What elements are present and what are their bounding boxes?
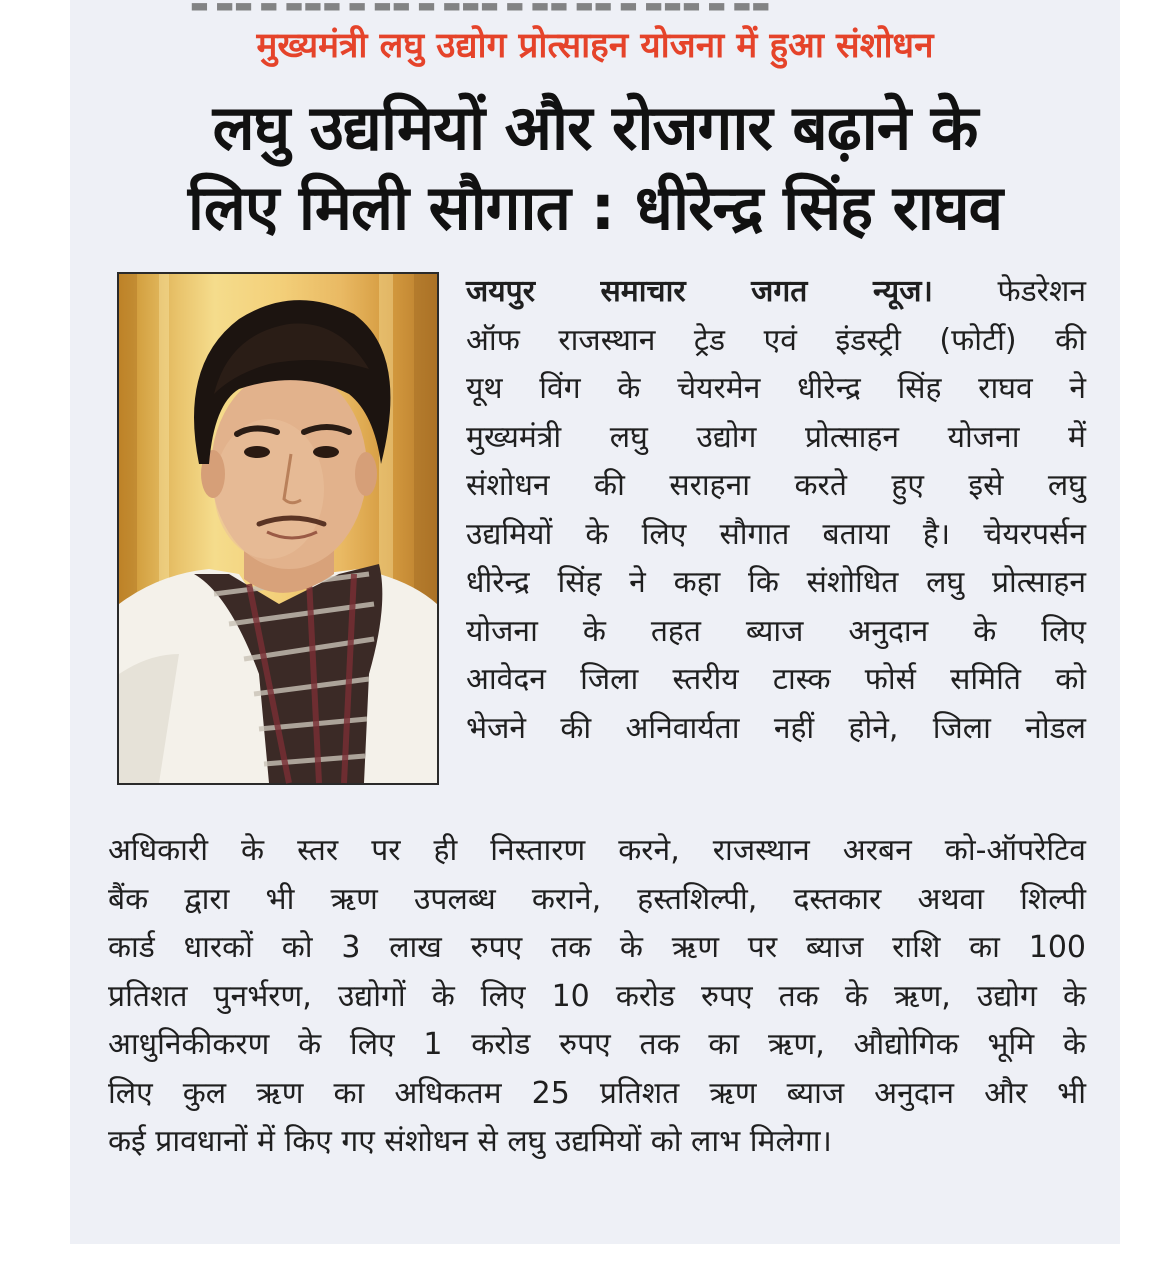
article-dateline: जयपुर समाचार जगत न्यूज। (466, 274, 933, 309)
body-line-10: भेजने की अनिवार्यता नहीं होने, जिला नोडल (466, 710, 1086, 746)
body-line-5: संशोधन की सराहना करते हुए इसे लघु (466, 468, 1086, 503)
article-headline (100, 88, 1090, 248)
body-line-14: प्रतिशत पुनर्भरण, उद्योगों के लिए 10 करोड रुपए तक के ऋण, उद्योग के (108, 978, 1086, 1014)
body-line-16: लिए कुल ऋण का अधिकतम 25 प्रतिशत ऋण ब्याज अनुदान और भी (108, 1075, 1086, 1111)
body-line-15: आधुनिकीकरण के लिए 1 करोड रुपए तक का ऋण, औद्योगिक भूमि के (108, 1027, 1086, 1062)
cut-previous-article-edge: ▬ ▬▬ ▬ ▬▬▬ ▬ ▬▬ ▬ ▬▬▬ ▬ ▬▬ ▬▬ ▬ ▬▬▬ ▬ ▬▬ (190, 0, 771, 17)
headline-line-1: लघु उद्यमियों और रोजगार बढ़ाने के (212, 91, 978, 164)
body-line-6: उद्यमियों के लिए सौगात बताया है। चेयरपर्सन (466, 516, 1086, 552)
newspaper-clipping (70, 0, 1120, 1244)
body-line-8: योजना के तहत ब्याज अनुदान के लिए (466, 613, 1086, 649)
body-line-13: कार्ड धारकों को 3 लाख रुपए तक के ऋण पर ब्याज राशि का 100 (108, 930, 1086, 965)
article-body-full-width (108, 827, 1086, 1167)
body-line-9: आवेदन जिला स्तरीय टास्क फोर्स समिति को (466, 662, 1086, 697)
portrait-photo (117, 272, 439, 785)
body-line-17: कई प्रावधानों में किए गए संशोधन से लघु उद्यमियों को लाभ मिलेगा। (108, 1124, 832, 1159)
body-line-1 (466, 268, 1086, 317)
article-body-right-column (466, 268, 1086, 753)
headline-line-2: लिए मिली सौगात : धीरेन्द्र सिंह राघव (187, 171, 1003, 244)
body-line-1-text: फेडरेशन (997, 274, 1086, 309)
body-line-3: यूथ विंग के चेयरमेन धीरेन्द्र सिंह राघव ने (466, 371, 1086, 406)
article-kicker: मुख्यमंत्री लघु उद्योग प्रोत्साहन योजना में हुआ संशोधन (256, 26, 934, 66)
body-line-7: धीरेन्द्र सिंह ने कहा कि संशोधित लघु प्रोत्साहन (466, 565, 1086, 600)
body-line-4: मुख्यमंत्री लघु उद्योग प्रोत्साहन योजना में (466, 419, 1086, 455)
body-line-2: ऑफ राजस्थान ट्रेड एवं इंडस्ट्री (फोर्टी) की (466, 322, 1086, 358)
body-line-12: बैंक द्वारा भी ऋण उपलब्ध कराने, हस्तशिल्पी, दस्तकार अथवा शिल्पी (108, 881, 1086, 917)
body-line-11: अधिकारी के स्तर पर ही निस्तारण करने, राजस्थान अरबन को-ऑपरेटिव (108, 833, 1086, 868)
